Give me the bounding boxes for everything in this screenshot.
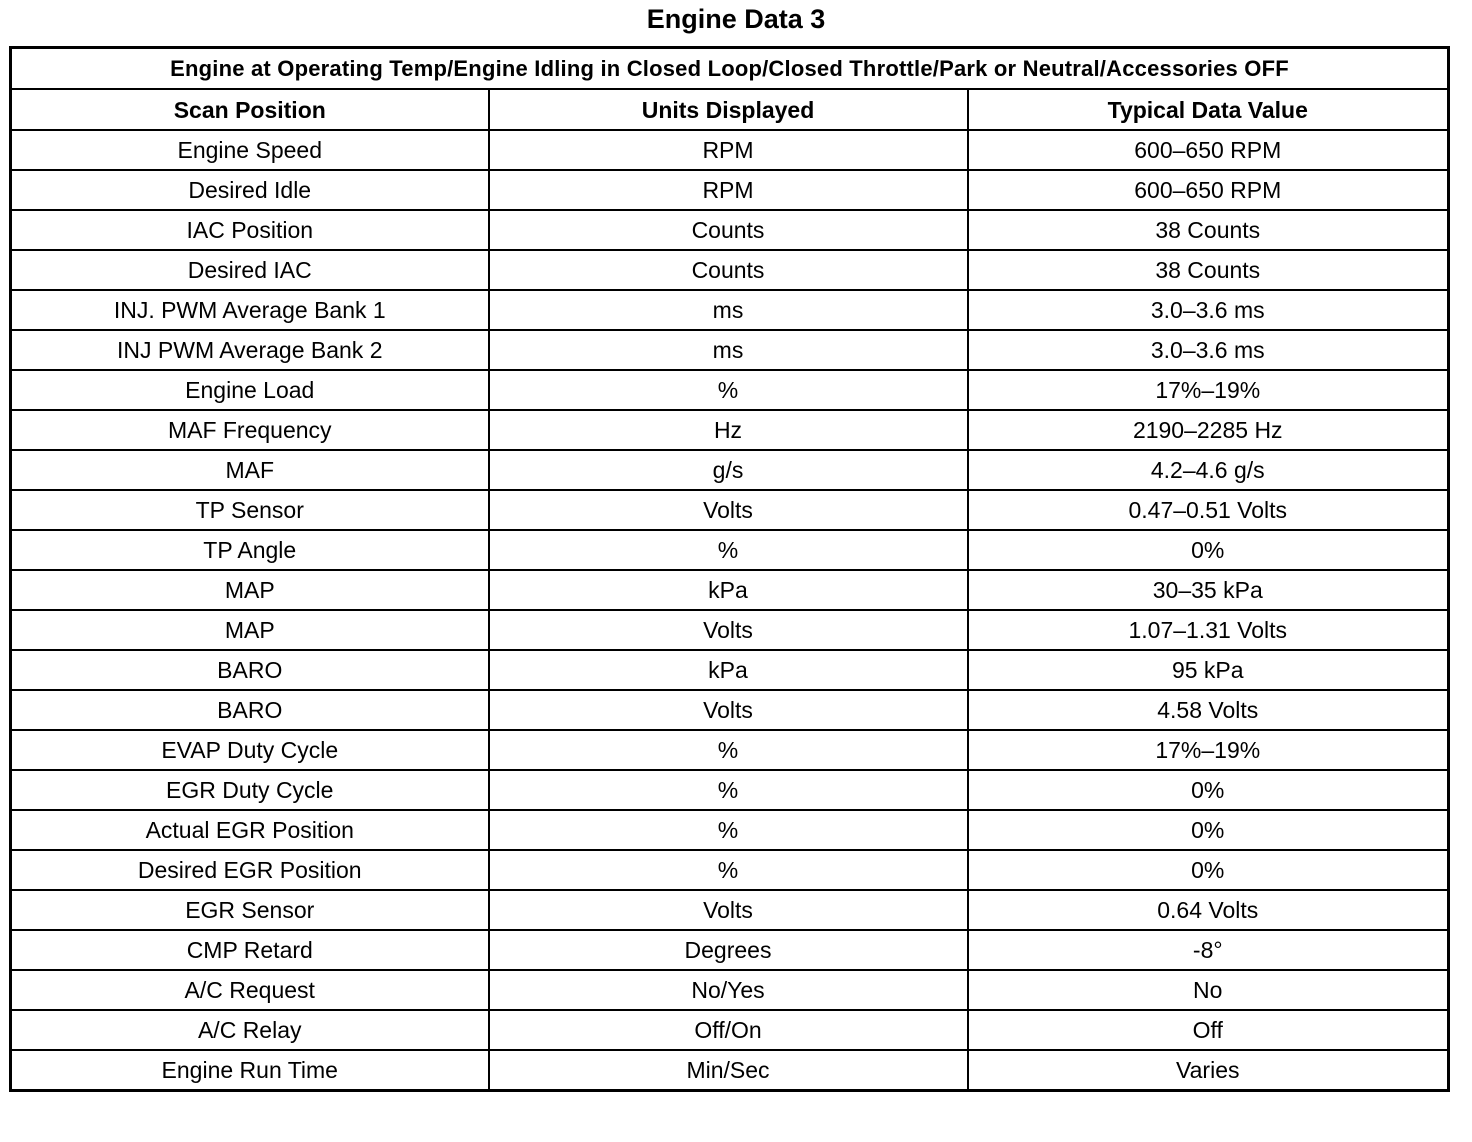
units-displayed-cell: Counts [489,250,968,290]
typical-data-value-cell: 17%–19% [968,370,1449,410]
typical-data-value-cell: No [968,970,1449,1010]
table-row [11,210,1449,250]
units-displayed-cell: RPM [489,170,968,210]
scan-position-cell: INJ. PWM Average Bank 1 [11,290,489,330]
typical-data-value-cell: 0.64 Volts [968,890,1449,930]
units-displayed-cell: Volts [489,690,968,730]
units-displayed-cell: % [489,810,968,850]
condition-cell: Engine at Operating Temp/Engine Idling in Closed Loop/Closed Throttle/Park or Neutral/Accessories OFF [11,48,1449,90]
units-displayed-cell: RPM [489,130,968,170]
table-row [11,650,1449,690]
scan-position-cell: CMP Retard [11,930,489,970]
units-displayed-cell: g/s [489,450,968,490]
typical-data-value-cell: 1.07–1.31 Volts [968,610,1449,650]
table-row [11,770,1449,810]
units-displayed-cell: % [489,370,968,410]
table-row [11,890,1449,930]
scan-position-cell: Desired EGR Position [11,850,489,890]
typical-data-value-cell: Varies [968,1050,1449,1091]
units-displayed-cell: Volts [489,490,968,530]
scan-position-cell: MAF [11,450,489,490]
scan-position-cell: MAP [11,610,489,650]
units-displayed-cell: % [489,850,968,890]
typical-data-value-cell: 4.2–4.6 g/s [968,450,1449,490]
scan-position-cell: IAC Position [11,210,489,250]
table-row [11,130,1449,170]
header-row [11,89,1449,130]
table-body [11,130,1449,1091]
scan-position-cell: INJ PWM Average Bank 2 [11,330,489,370]
table-row [11,610,1449,650]
typical-data-value-cell: 0% [968,530,1449,570]
scan-position-cell: Engine Load [11,370,489,410]
typical-data-value-cell: Off [968,1010,1449,1050]
header-units-displayed: Units Displayed [489,89,968,130]
typical-data-value-cell: -8° [968,930,1449,970]
table-row [11,530,1449,570]
units-displayed-cell: Counts [489,210,968,250]
typical-data-value-cell: 0.47–0.51 Volts [968,490,1449,530]
scan-position-cell: MAF Frequency [11,410,489,450]
units-displayed-cell: kPa [489,650,968,690]
table-row [11,850,1449,890]
scan-position-cell: Actual EGR Position [11,810,489,850]
table-row [11,570,1449,610]
units-displayed-cell: Degrees [489,930,968,970]
header-typical-data-value: Typical Data Value [968,89,1449,130]
scan-position-cell: A/C Relay [11,1010,489,1050]
typical-data-value-cell: 0% [968,770,1449,810]
scan-position-cell: TP Angle [11,530,489,570]
scan-position-cell: A/C Request [11,970,489,1010]
table-row [11,930,1449,970]
table-row [11,410,1449,450]
scan-position-cell: Desired Idle [11,170,489,210]
typical-data-value-cell: 30–35 kPa [968,570,1449,610]
header-scan-position: Scan Position [11,89,489,130]
typical-data-value-cell: 38 Counts [968,210,1449,250]
units-displayed-cell: Min/Sec [489,1050,968,1091]
scan-position-cell: Desired IAC [11,250,489,290]
typical-data-value-cell: 17%–19% [968,730,1449,770]
units-displayed-cell: ms [489,290,968,330]
scan-position-cell: Engine Speed [11,130,489,170]
table-row [11,370,1449,410]
table-row [11,450,1449,490]
typical-data-value-cell: 0% [968,810,1449,850]
typical-data-value-cell: 3.0–3.6 ms [968,330,1449,370]
table-row [11,290,1449,330]
scan-position-cell: EGR Duty Cycle [11,770,489,810]
typical-data-value-cell: 2190–2285 Hz [968,410,1449,450]
units-displayed-cell: Volts [489,890,968,930]
units-displayed-cell: % [489,770,968,810]
units-displayed-cell: No/Yes [489,970,968,1010]
condition-row [11,48,1449,90]
units-displayed-cell: kPa [489,570,968,610]
units-displayed-cell: % [489,530,968,570]
table-row [11,690,1449,730]
units-displayed-cell: Hz [489,410,968,450]
engine-data-table [9,46,1450,1092]
units-displayed-cell: % [489,730,968,770]
table-row [11,170,1449,210]
typical-data-value-cell: 600–650 RPM [968,170,1449,210]
scan-position-cell: Engine Run Time [11,1050,489,1091]
scan-position-cell: BARO [11,690,489,730]
table-row [11,330,1449,370]
units-displayed-cell: Volts [489,610,968,650]
table-row [11,970,1449,1010]
typical-data-value-cell: 600–650 RPM [968,130,1449,170]
table-row [11,730,1449,770]
scan-position-cell: MAP [11,570,489,610]
table-row [11,250,1449,290]
typical-data-value-cell: 95 kPa [968,650,1449,690]
scan-position-cell: TP Sensor [11,490,489,530]
table-row [11,1010,1449,1050]
scan-position-cell: EVAP Duty Cycle [11,730,489,770]
typical-data-value-cell: 0% [968,850,1449,890]
typical-data-value-cell: 3.0–3.6 ms [968,290,1449,330]
typical-data-value-cell: 4.58 Volts [968,690,1449,730]
table-row [11,1050,1449,1091]
scan-position-cell: BARO [11,650,489,690]
units-displayed-cell: Off/On [489,1010,968,1050]
scan-position-cell: EGR Sensor [11,890,489,930]
page-title: Engine Data 3 [646,4,826,34]
table-row [11,810,1449,850]
typical-data-value-cell: 38 Counts [968,250,1449,290]
table-row [11,490,1449,530]
units-displayed-cell: ms [489,330,968,370]
